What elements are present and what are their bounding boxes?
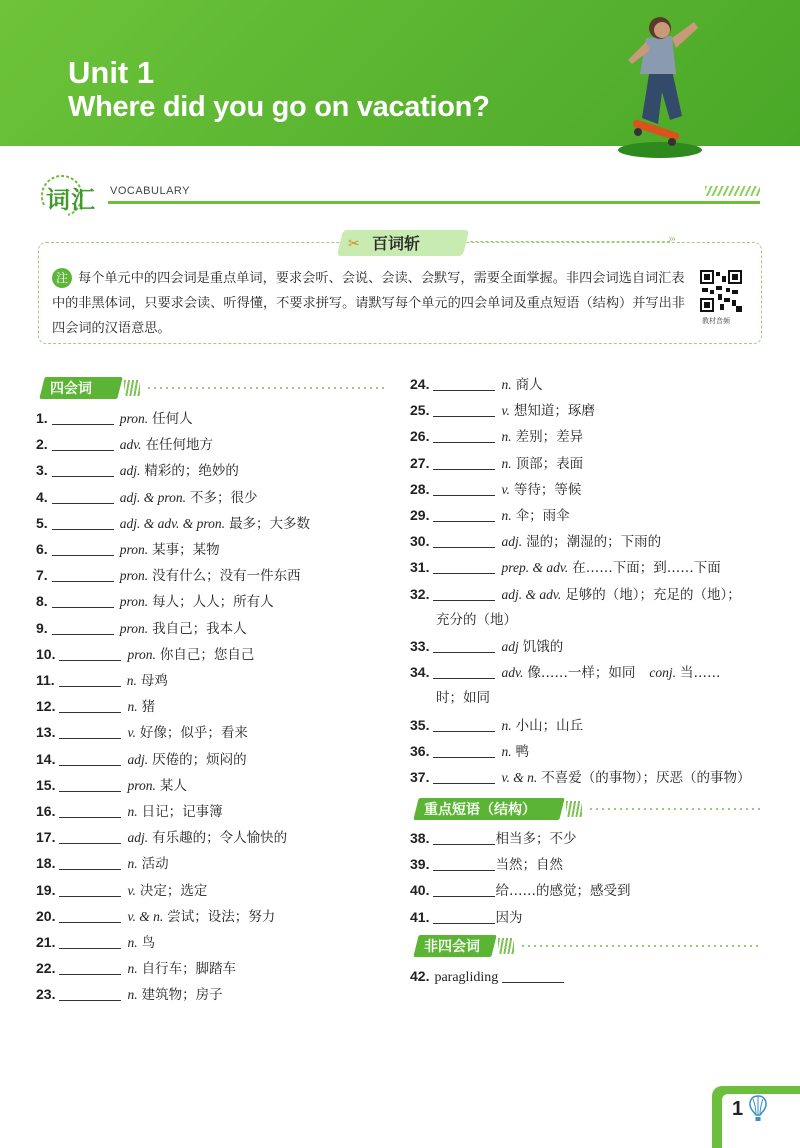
skateboarder-illustration-icon: [610, 8, 720, 158]
meaning: 差别；差异: [515, 429, 584, 446]
vocab-entry: [410, 766, 750, 788]
english-word: paragliding: [434, 970, 499, 985]
entry-number: 32.: [410, 585, 430, 602]
phrase-entry: [410, 906, 522, 928]
unit-title: Where did you go on vacation?: [68, 91, 490, 123]
part-of-speech: n.: [501, 377, 512, 392]
non-four-entry: [410, 965, 570, 987]
entry-number: 11.: [36, 672, 55, 688]
part-of-speech: adj.: [501, 534, 523, 550]
vocab-entry: [410, 740, 529, 762]
meaning: 建筑物；房子: [141, 987, 223, 1004]
part-of-speech: n.: [127, 935, 138, 950]
meaning: 像……一样；如同: [527, 665, 636, 682]
answer-blank[interactable]: [59, 725, 121, 739]
meaning: 给……的感觉；感受到: [495, 883, 631, 900]
meaning: 鸭: [515, 743, 530, 760]
meaning: 湿的；潮湿的；下雨的: [526, 534, 662, 551]
phrase-entry: [410, 879, 630, 901]
category-label: 非四会词: [424, 939, 480, 955]
vocab-entry: [36, 512, 310, 534]
meaning: 饥饿的: [522, 639, 564, 655]
vocab-entry: [410, 373, 543, 395]
part-of-speech: v. & n.: [501, 770, 538, 785]
part-of-speech: pron.: [127, 777, 156, 793]
entry-number: 16.: [36, 803, 56, 819]
vocab-entry: [410, 635, 563, 657]
answer-blank[interactable]: [433, 508, 495, 522]
answer-blank[interactable]: [52, 490, 114, 504]
part-of-speech: pron.: [119, 620, 149, 636]
category-label: 重点短语（结构）: [424, 802, 536, 818]
part-of-speech: n.: [501, 717, 512, 733]
category-bars: [124, 380, 140, 396]
answer-blank[interactable]: [433, 857, 495, 871]
meaning: 商人: [515, 377, 543, 393]
hot-air-balloon-icon: [746, 1094, 770, 1124]
meaning: 自行车；脚踏车: [141, 961, 237, 978]
answer-blank[interactable]: [52, 542, 114, 556]
vocab-entry: [36, 564, 301, 586]
answer-blank[interactable]: [433, 639, 495, 653]
part-of-speech: v.: [501, 481, 510, 497]
answer-blank[interactable]: [433, 587, 495, 601]
page-number: 1: [732, 1098, 744, 1120]
vocab-entry: [36, 931, 155, 953]
entry-number: 18.: [36, 855, 56, 872]
answer-blank[interactable]: [59, 830, 121, 844]
part-of-speech: adj. & adv. & pron.: [119, 515, 226, 531]
vocab-entry: [36, 905, 275, 927]
answer-blank[interactable]: [433, 534, 495, 548]
meaning: 相当多；不少: [495, 831, 577, 847]
entry-number: 34.: [410, 664, 430, 681]
answer-blank[interactable]: [52, 411, 114, 425]
part-of-speech: n.: [501, 508, 512, 523]
meaning: 不喜爱（的事物）；厌恶（的事物）: [541, 770, 751, 786]
answer-blank[interactable]: [59, 804, 121, 818]
entry-number: 35.: [410, 716, 430, 733]
entry-number: 21.: [36, 934, 56, 950]
meaning: 顶部；表面: [515, 455, 584, 472]
meaning: 某事；某物: [152, 542, 220, 558]
unit-number: Unit 1: [68, 55, 155, 90]
meaning: 因为: [495, 909, 523, 926]
entry-number: 8.: [36, 593, 48, 610]
part-of-speech: n.: [127, 987, 138, 1003]
vocab-entry: [36, 983, 223, 1005]
meaning: 活动: [141, 856, 169, 873]
meaning: 等待；等候: [513, 481, 582, 498]
phrase-entry: [410, 853, 563, 875]
part-of-speech: v.: [127, 882, 136, 898]
meaning: 我自己；我本人: [152, 620, 247, 637]
part-of-speech: pron.: [119, 568, 149, 584]
answer-blank[interactable]: [59, 647, 121, 661]
vocab-entry: [410, 714, 583, 736]
vocab-entry: [410, 556, 721, 578]
entry-number: 19.: [36, 881, 56, 898]
meaning: 日记；记事簿: [141, 804, 223, 820]
answer-blank[interactable]: [433, 910, 495, 924]
vocab-entry: [410, 452, 583, 474]
entry-number: 6.: [36, 541, 48, 557]
answer-blank[interactable]: [433, 665, 495, 679]
answer-blank[interactable]: [59, 961, 121, 975]
note-head-line: [470, 241, 670, 242]
part-of-speech-2: conj.: [649, 665, 676, 681]
part-of-speech: n.: [127, 856, 138, 872]
part-of-speech: pron.: [119, 542, 149, 557]
entry-number: 17.: [36, 829, 56, 846]
vocab-entry: [36, 800, 223, 822]
part-of-speech: adj: [501, 639, 519, 654]
vocab-entry: [410, 661, 720, 683]
vocab-entry: [36, 669, 168, 691]
decorative-stripes: [705, 186, 760, 196]
entry-number: 22.: [36, 960, 56, 977]
part-of-speech: adj. & adv.: [501, 586, 562, 602]
answer-blank[interactable]: [59, 883, 121, 897]
answer-blank[interactable]: [433, 482, 495, 496]
entry-number: 37.: [410, 769, 430, 785]
entry-number: 1.: [36, 410, 48, 426]
meaning: 猪: [141, 699, 156, 716]
entry-number: 39.: [410, 856, 430, 873]
part-of-speech: v.: [127, 725, 136, 741]
meaning: 伞；雨伞: [515, 508, 570, 524]
note-text: 每个单元中的四会词是重点单词，要求会听、会说、会读、会默写，需要全面掌握。非四会词选自词汇表中的非黑体词，只要求会读、听得懂，不要求拼写。请默写每个单元的四会单词及重点短语（结构）并写出非四会词的汉语意思。: [52, 271, 685, 336]
part-of-speech: adv.: [501, 665, 524, 681]
entry-number: 40.: [410, 882, 430, 899]
entry-number: 31.: [410, 559, 430, 576]
qr-code-icon[interactable]: [700, 270, 742, 312]
answer-blank[interactable]: [433, 718, 495, 732]
answer-blank[interactable]: [52, 463, 114, 477]
answer-blank[interactable]: [433, 403, 495, 417]
meaning: 最多；大多数: [229, 515, 311, 532]
vocab-entry: [36, 538, 220, 560]
answer-blank[interactable]: [433, 377, 495, 391]
qr-label: 教材音频: [702, 317, 730, 325]
part-of-speech: n.: [127, 804, 138, 819]
entry-number: 4.: [36, 488, 48, 505]
part-of-speech: prep. & adv.: [501, 560, 569, 576]
cross-swords-icon: ✂: [348, 236, 360, 252]
entry-number: 13.: [36, 724, 56, 741]
entry-number: 20.: [36, 907, 56, 924]
vocab-entry: [36, 879, 207, 901]
entry-number: 28.: [410, 480, 430, 497]
answer-blank[interactable]: [59, 673, 121, 687]
meaning: 小山；山丘: [515, 717, 584, 734]
entry-number: 26.: [410, 428, 430, 445]
vocab-entry: [36, 957, 236, 979]
note-heading: 百词斩: [372, 234, 421, 253]
meaning: 在……下面；到……下面: [572, 560, 721, 577]
meaning: 不多；很少: [189, 489, 258, 506]
meaning: 尝试；设法；努力: [167, 908, 276, 925]
entry-number: 2.: [36, 436, 48, 453]
category-dots: [146, 387, 386, 389]
vocab-entry: [36, 695, 155, 717]
vocab-entry: [36, 486, 257, 508]
entry-number: 25.: [410, 402, 430, 419]
chevrons-icon: ›››: [668, 234, 674, 245]
vocab-entry: [410, 478, 581, 500]
meaning: 在任何地方: [145, 437, 214, 454]
entry-number: 10.: [36, 645, 56, 662]
meaning-continued: 时；如同: [436, 690, 490, 707]
entry-number: 30.: [410, 533, 430, 550]
vocab-entry: [410, 399, 595, 421]
meaning-continued: 充分的（地）: [436, 611, 517, 628]
answer-blank[interactable]: [433, 883, 495, 897]
entry-number: 36.: [410, 742, 430, 759]
meaning: 有乐趣的；令人愉快的: [152, 830, 288, 847]
meaning: 母鸡: [140, 673, 168, 689]
part-of-speech: n.: [501, 743, 512, 759]
entry-number: 29.: [410, 507, 430, 523]
part-of-speech: v.: [501, 403, 510, 419]
answer-blank[interactable]: [433, 456, 495, 470]
entry-number: 9.: [36, 619, 48, 636]
part-of-speech: n.: [127, 961, 138, 977]
answer-blank[interactable]: [52, 516, 114, 530]
vocab-entry: [410, 583, 741, 605]
category-bars: [498, 938, 514, 954]
vocab-entry: [36, 590, 274, 612]
part-of-speech: pron.: [119, 411, 149, 426]
entry-number: 24.: [410, 376, 430, 392]
category-label: 四会词: [50, 381, 92, 397]
answer-blank[interactable]: [59, 752, 121, 766]
note-tag-icon: 注: [52, 268, 72, 288]
meaning: 精彩的；绝妙的: [144, 463, 239, 480]
entry-number: 42.: [410, 968, 430, 984]
part-of-speech: adv.: [119, 437, 142, 453]
entry-number: 5.: [36, 514, 48, 531]
section-divider: [108, 201, 760, 204]
meaning: 足够的（地）；充足的（地）；: [565, 586, 741, 603]
entry-number: 27.: [410, 454, 430, 471]
answer-blank[interactable]: [59, 778, 121, 792]
answer-blank[interactable]: [59, 909, 121, 923]
entry-number: 33.: [410, 638, 430, 654]
meaning: 好像；似乎；看来: [139, 725, 248, 742]
vocab-entry: [410, 425, 583, 447]
answer-blank[interactable]: [52, 437, 114, 451]
vocab-entry: [36, 433, 213, 455]
part-of-speech: n.: [126, 673, 137, 688]
meaning: 厌倦的；烦闷的: [152, 751, 247, 768]
part-of-speech: adj.: [127, 830, 149, 846]
vocab-entry: [36, 407, 193, 429]
part-of-speech: v. & n.: [127, 908, 164, 924]
entry-number: 12.: [36, 698, 56, 715]
entry-number: 15.: [36, 776, 56, 793]
part-of-speech: adj.: [127, 751, 149, 767]
answer-blank[interactable]: [59, 987, 121, 1001]
vocab-entry: [36, 852, 169, 874]
answer-blank[interactable]: [52, 568, 114, 582]
section-title-cn: 词汇: [46, 186, 96, 214]
entry-number: 41.: [410, 908, 430, 925]
phrase-entry: [410, 827, 576, 849]
entry-number: 3.: [36, 462, 48, 479]
meaning: 没有什么；没有一件东西: [152, 568, 301, 585]
answer-blank[interactable]: [433, 429, 495, 443]
vocab-entry: [410, 504, 570, 526]
entry-number: 7.: [36, 567, 48, 584]
vocab-entry: [36, 617, 247, 639]
part-of-speech: adj.: [119, 463, 141, 479]
answer-blank[interactable]: [433, 831, 495, 845]
meaning: 鸟: [141, 935, 156, 951]
vocab-entry: [36, 774, 187, 796]
meaning: 当然；自然: [495, 857, 563, 874]
section-title-en: VOCABULARY: [110, 185, 190, 197]
vocab-entry: [36, 459, 239, 481]
part-of-speech: n.: [501, 455, 512, 471]
answer-blank[interactable]: [59, 699, 121, 713]
vocab-entry: [410, 530, 661, 552]
meaning: 任何人: [152, 411, 193, 427]
entry-number: 23.: [36, 986, 56, 1003]
vocab-entry: [36, 826, 287, 848]
vocab-entry: [36, 643, 254, 665]
answer-blank[interactable]: [52, 594, 114, 608]
meaning: 你自己；您自己: [159, 646, 255, 663]
answer-blank[interactable]: [502, 969, 564, 983]
entry-number: 38.: [410, 830, 430, 846]
part-of-speech: pron.: [119, 594, 149, 610]
vocab-entry: [36, 748, 247, 770]
answer-blank[interactable]: [433, 770, 495, 784]
answer-blank[interactable]: [59, 856, 121, 870]
meaning: 每人；人人；所有人: [152, 594, 274, 611]
part-of-speech: pron.: [127, 646, 156, 662]
part-of-speech: n.: [127, 699, 138, 715]
part-of-speech: n.: [501, 429, 512, 445]
category-dots: [520, 945, 760, 947]
meaning-2: 当……: [679, 665, 721, 682]
answer-blank[interactable]: [433, 744, 495, 758]
answer-blank[interactable]: [59, 935, 121, 949]
meaning: 某人: [159, 777, 187, 794]
answer-blank[interactable]: [433, 560, 495, 574]
vocab-entry: [36, 721, 248, 743]
meaning: 决定；选定: [139, 882, 208, 899]
entry-number: 14.: [36, 750, 56, 767]
category-bars: [566, 801, 582, 817]
part-of-speech: adj. & pron.: [119, 489, 186, 505]
answer-blank[interactable]: [52, 621, 114, 635]
meaning: 想知道；琢磨: [513, 403, 595, 420]
category-dots: [588, 808, 760, 810]
